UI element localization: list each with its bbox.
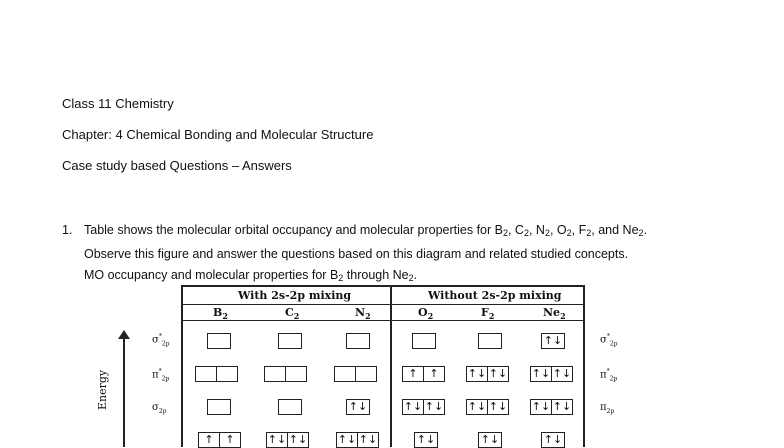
orbital-box [195, 366, 238, 382]
molecule-f2: $F_2$ [481, 306, 495, 322]
orbital-box [346, 333, 370, 349]
orbital-box: ↑↓ ↑↓ [267, 433, 308, 446]
mo-diagram-table [181, 285, 585, 447]
orbital-box [412, 333, 436, 349]
orbital-box: ↑↓ [541, 333, 565, 349]
level-label-pi-star: $\pi^*_{2p}$ [152, 368, 170, 383]
orbital-box [334, 366, 377, 382]
orbital-box [264, 366, 307, 382]
divider [390, 287, 392, 447]
orbital-box: ↑↓ ↑↓ [337, 433, 378, 446]
molecule-b2: $B_2$ [213, 306, 228, 322]
chapter-title: Chapter: 4 Chemical Bonding and Molecular Structure [62, 127, 374, 142]
orbital-box: ↑↓ ↑↓ [531, 400, 572, 413]
group-without-mixing: Without 2s-2p mixing [428, 289, 562, 302]
orbital-box: ↑↓ ↑↓ [403, 400, 444, 413]
level-label-sigma-star-right: $\sigma^*_{2p}$ [600, 333, 618, 348]
question-line-3: MO occupancy and molecular properties for $B_2$ through $Ne_2$. [84, 268, 418, 283]
section-title: Case study based Questions – Answers [62, 158, 292, 173]
molecule-ne2: $Ne_2$ [543, 306, 566, 322]
molecule-o2: $O_2$ [418, 306, 434, 322]
level-label-pi-star-right: $\pi^*_{2p}$ [600, 368, 618, 383]
orbital-box: ↑↓ ↑↓ [467, 367, 508, 380]
orbital-box [278, 333, 302, 349]
orbital-box: ↑ ↑ [402, 366, 445, 382]
orbital-box: ↑↓ [478, 432, 502, 448]
energy-label: Energy [96, 369, 109, 410]
orbital-box: ↑↓ [541, 432, 565, 448]
orbital-box: ↑↓ [346, 399, 370, 415]
orbital-box [278, 399, 302, 415]
question-line-1: Table shows the molecular orbital occupancy and molecular properties for $B_2$, $C_2$, $N_2$, $O_2$, $F_2$, and $Ne_2$. [84, 223, 648, 238]
class-title: Class 11 Chemistry [62, 96, 174, 111]
level-label-pi-right: $\pi_{2p}$ [600, 402, 615, 415]
question-line-2: Observe this figure and answer the questions based on this diagram and related studied concepts. [84, 247, 629, 261]
molecule-c2: $C_2$ [285, 306, 300, 322]
question-1 [62, 220, 762, 289]
level-label-sigma: $\sigma_{2p}$ [152, 402, 167, 415]
orbital-box: ↑↓ [414, 432, 438, 448]
energy-arrow [123, 337, 125, 447]
orbital-box: ↑↓ ↑↓ [531, 367, 572, 380]
orbital-box [207, 333, 231, 349]
question-number: 1. [62, 223, 73, 237]
orbital-box [478, 333, 502, 349]
divider [183, 304, 583, 305]
level-label-sigma-star: $\sigma^*_{2p}$ [152, 333, 170, 348]
group-with-mixing: With 2s-2p mixing [238, 289, 352, 302]
orbital-box [207, 399, 231, 415]
divider [183, 320, 583, 321]
molecule-n2: $N_2$ [355, 306, 371, 322]
orbital-box: ↑↓ ↑↓ [467, 400, 508, 413]
orbital-box: ↑ ↑ [198, 432, 241, 448]
